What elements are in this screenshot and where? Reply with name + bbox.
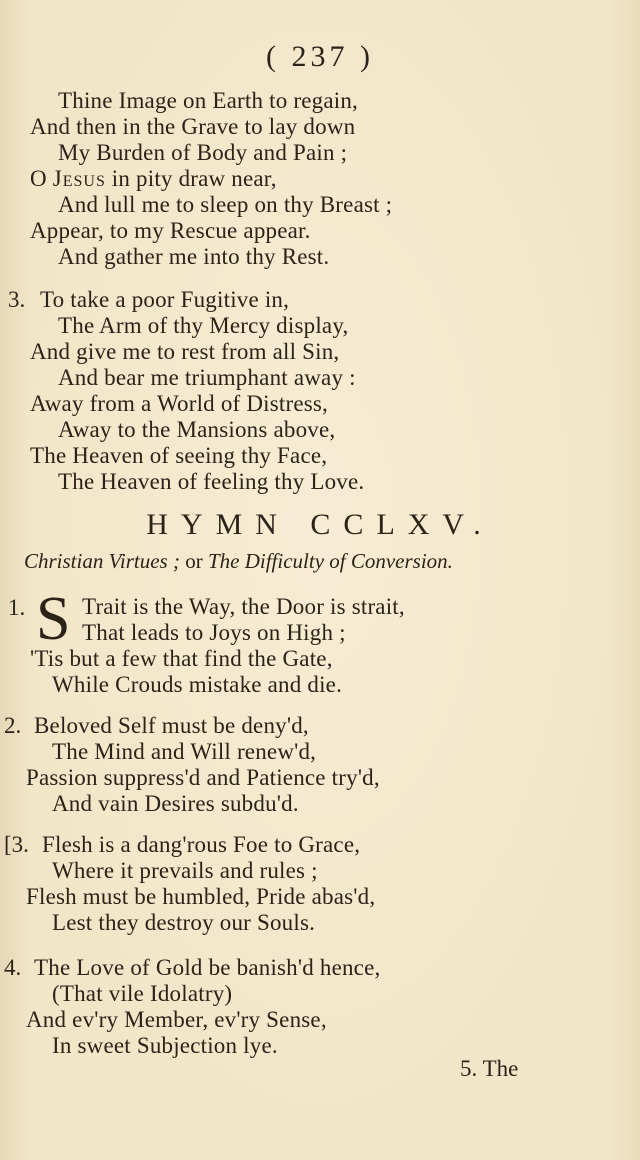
stanza-3-number: 3. bbox=[8, 287, 26, 312]
verse-1-line-1: Trait is the Way, the Door is strait, bbox=[82, 594, 405, 619]
verse-1-number: 1. bbox=[8, 595, 26, 620]
stanza-3-line-7: The Heaven of seeing thy Face, bbox=[30, 443, 328, 468]
verse-1-line-4: While Crouds mistake and die. bbox=[52, 672, 343, 697]
hymn-heading: HYMN CCLXV. bbox=[146, 508, 494, 541]
stanza-top-line-6: Appear, to my Rescue appear. bbox=[30, 218, 311, 243]
name-jesus: Jesus bbox=[52, 166, 106, 191]
verse-1-line-3: 'Tis but a few that find the Gate, bbox=[30, 646, 333, 671]
verse-4-line-2: (That vile Idolatry) bbox=[52, 981, 233, 1006]
line-rest: in pity draw near, bbox=[105, 166, 277, 191]
verse-2-line-4: And vain Desires subdu'd. bbox=[52, 791, 299, 816]
verse-2-line-2: The Mind and Will renew'd, bbox=[52, 739, 317, 764]
subtitle-part-b: The Difficulty of Conversion. bbox=[207, 549, 453, 573]
stanza-3-line-6: Away to the Mansions above, bbox=[58, 417, 336, 442]
stanza-top-line-1: Thine Image on Earth to regain, bbox=[58, 88, 358, 113]
catchword: 5. The bbox=[460, 1056, 519, 1081]
stanza-3-line-1: To take a poor Fugitive in, bbox=[40, 287, 290, 312]
verse-2-line-3: Passion suppress'd and Patience try'd, bbox=[26, 765, 380, 790]
page-number: ( 237 ) bbox=[266, 40, 374, 73]
subtitle-part-a: Christian Virtues ; bbox=[24, 549, 180, 573]
stanza-top-line-3: My Burden of Body and Pain ; bbox=[58, 140, 348, 165]
verse-3-line-1: Flesh is a dang'rous Foe to Grace, bbox=[42, 832, 361, 857]
stanza-3-line-8: The Heaven of feeling thy Love. bbox=[58, 469, 365, 494]
verse-4-number: 4. bbox=[4, 955, 22, 980]
verse-3-line-2: Where it prevails and rules ; bbox=[52, 858, 318, 883]
verse-3-line-3: Flesh must be humbled, Pride abas'd, bbox=[26, 884, 376, 909]
verse-4-line-1: The Love of Gold be banish'd hence, bbox=[34, 955, 381, 980]
drop-cap: S bbox=[36, 585, 71, 653]
verse-1-line-2: That leads to Joys on High ; bbox=[82, 620, 346, 645]
verse-4-line-4: In sweet Subjection lye. bbox=[52, 1033, 278, 1058]
stanza-top-line-7: And gather me into thy Rest. bbox=[58, 244, 330, 269]
verse-3-number: [3. bbox=[4, 832, 29, 857]
stanza-3-line-5: Away from a World of Distress, bbox=[30, 391, 329, 416]
verse-3-line-4: Lest they destroy our Souls. bbox=[52, 910, 316, 935]
stanza-3-line-3: And give me to rest from all Sin, bbox=[30, 339, 340, 364]
stanza-top-line-2: And then in the Grave to lay down bbox=[30, 114, 356, 139]
stanza-top-line-5: And lull me to sleep on thy Breast ; bbox=[58, 192, 393, 217]
subtitle-or: or bbox=[179, 549, 208, 573]
stanza-3-line-2: The Arm of thy Mercy display, bbox=[58, 313, 349, 338]
line-start-o: O bbox=[30, 166, 53, 191]
verse-4-line-3: And ev'ry Member, ev'ry Sense, bbox=[26, 1007, 327, 1032]
stanza-top-line-4 bbox=[30, 166, 277, 192]
verse-2-line-1: Beloved Self must be deny'd, bbox=[34, 713, 309, 738]
verse-2-number: 2. bbox=[4, 713, 22, 738]
hymn-subtitle bbox=[24, 549, 453, 574]
stanza-3-line-4: And bear me triumphant away : bbox=[58, 365, 356, 390]
